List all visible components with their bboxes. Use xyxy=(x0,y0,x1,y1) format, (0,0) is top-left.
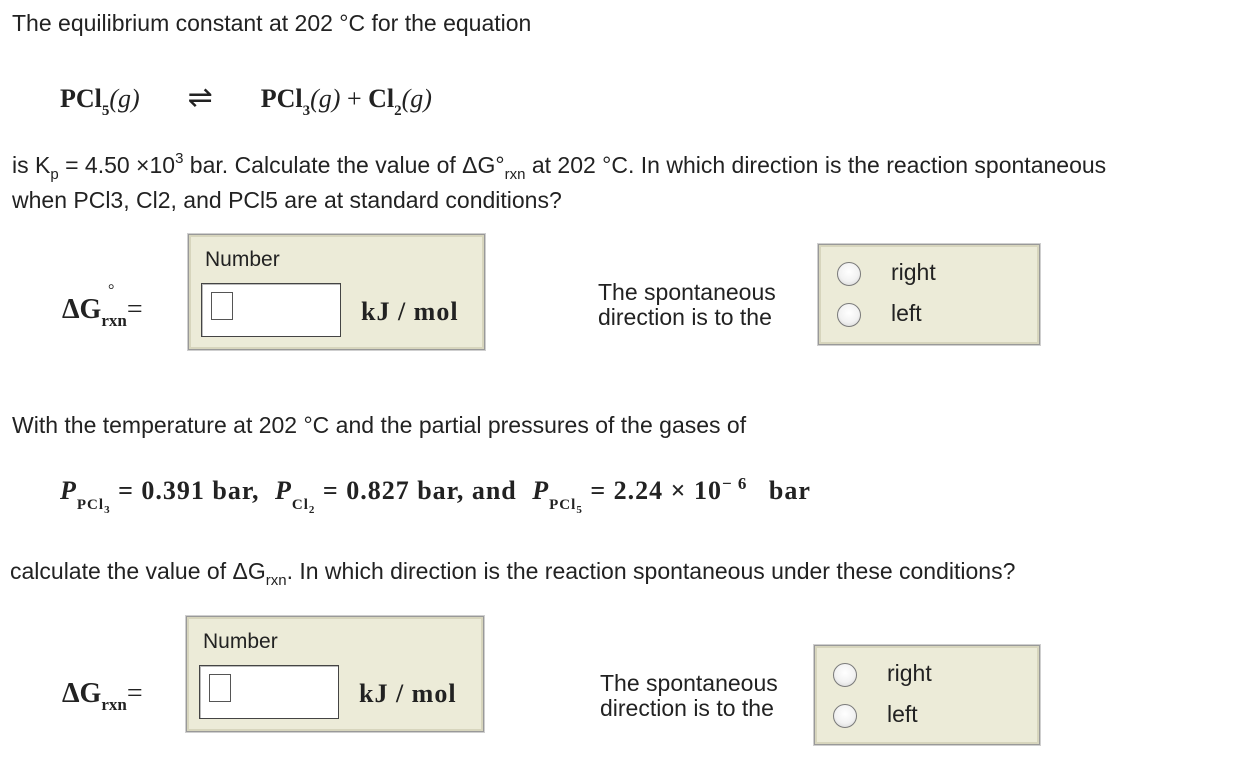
product1-phase: (g) xyxy=(310,84,341,113)
cl2-pressure: = 0.827 bar, and xyxy=(322,476,517,505)
reaction-equation xyxy=(60,80,432,119)
option-left-label[interactable]: left xyxy=(891,300,922,326)
intro-text: The equilibrium constant at 202 °C for the equation xyxy=(12,10,532,36)
reactant-formula: PCl$_5$ xyxy=(60,84,110,119)
unit-label: kJ / mol xyxy=(361,297,459,326)
pcl3-pressure: = 0.391 bar, xyxy=(118,476,260,505)
radio-left-standard[interactable] xyxy=(837,303,861,327)
conditions-text: With the temperature at 202 °C and the partial pressures of the gases of xyxy=(12,412,747,438)
plus-sign: + xyxy=(346,84,362,113)
delta-g-standard-label: ΔG ° $_{rxn}$= xyxy=(62,282,143,330)
direction-choice-box-nonstandard xyxy=(814,645,1040,745)
calc-instruction: calculate the value of $\Delta G_{rxn}$. In which direction is the reaction spontaneous under these conditions? xyxy=(10,558,1016,589)
kp-statement: is $K_p = 4.50 \times 10^3$ bar. Calculate the value of $\Delta G^\circ_{rxn}$ at 202 °C. In which direction is the reaction spontaneous xyxy=(12,150,1107,183)
radio-right-standard[interactable] xyxy=(837,262,861,286)
input-cursor-icon xyxy=(211,292,233,320)
option-right-label[interactable]: right xyxy=(887,660,932,686)
partial-pressures: $P_{PCl_3} = 0.391$ bar, $P_{Cl_2} = 0.827$ bar, and $P_{PCl_5} = 2.24 \times 10^{- 6}$ bar xyxy=(60,474,811,516)
delta-g-input[interactable] xyxy=(199,665,339,719)
option-left-label[interactable]: left xyxy=(887,701,918,727)
number-label: Number xyxy=(203,630,278,653)
radio-right[interactable] xyxy=(833,663,857,687)
number-label: Number xyxy=(205,248,280,271)
direction-prompt: The spontaneous direction is to the xyxy=(598,279,776,330)
option-right-label[interactable]: right xyxy=(891,259,936,285)
direction-prompt: The spontaneous direction is to the xyxy=(600,670,778,721)
delta-g-standard-input[interactable] xyxy=(201,283,341,337)
standard-conditions-text: when PCl3, Cl2, and PCl5 are at standard conditions? xyxy=(12,187,562,213)
unit-label: kJ / mol xyxy=(359,679,457,708)
direction-choice-box-standard xyxy=(818,244,1040,345)
answer-box-nonstandard xyxy=(186,616,484,732)
product2-phase: (g) xyxy=(401,84,432,113)
product1-formula: PCl$_3$ xyxy=(260,84,311,119)
reactant-phase: (g) xyxy=(109,84,140,113)
input-cursor-icon xyxy=(209,674,231,702)
radio-left[interactable] xyxy=(833,704,857,728)
pcl5-pressure: = $2.24 \times 10^{- 6}$ xyxy=(590,474,748,505)
answer-box-standard xyxy=(188,234,485,350)
equilibrium-arrow-icon: ⇌ xyxy=(187,81,213,114)
delta-g-label: $\Delta G_{rxn}=$ xyxy=(62,678,143,714)
product2-formula: $Cl_2$ xyxy=(368,84,402,119)
